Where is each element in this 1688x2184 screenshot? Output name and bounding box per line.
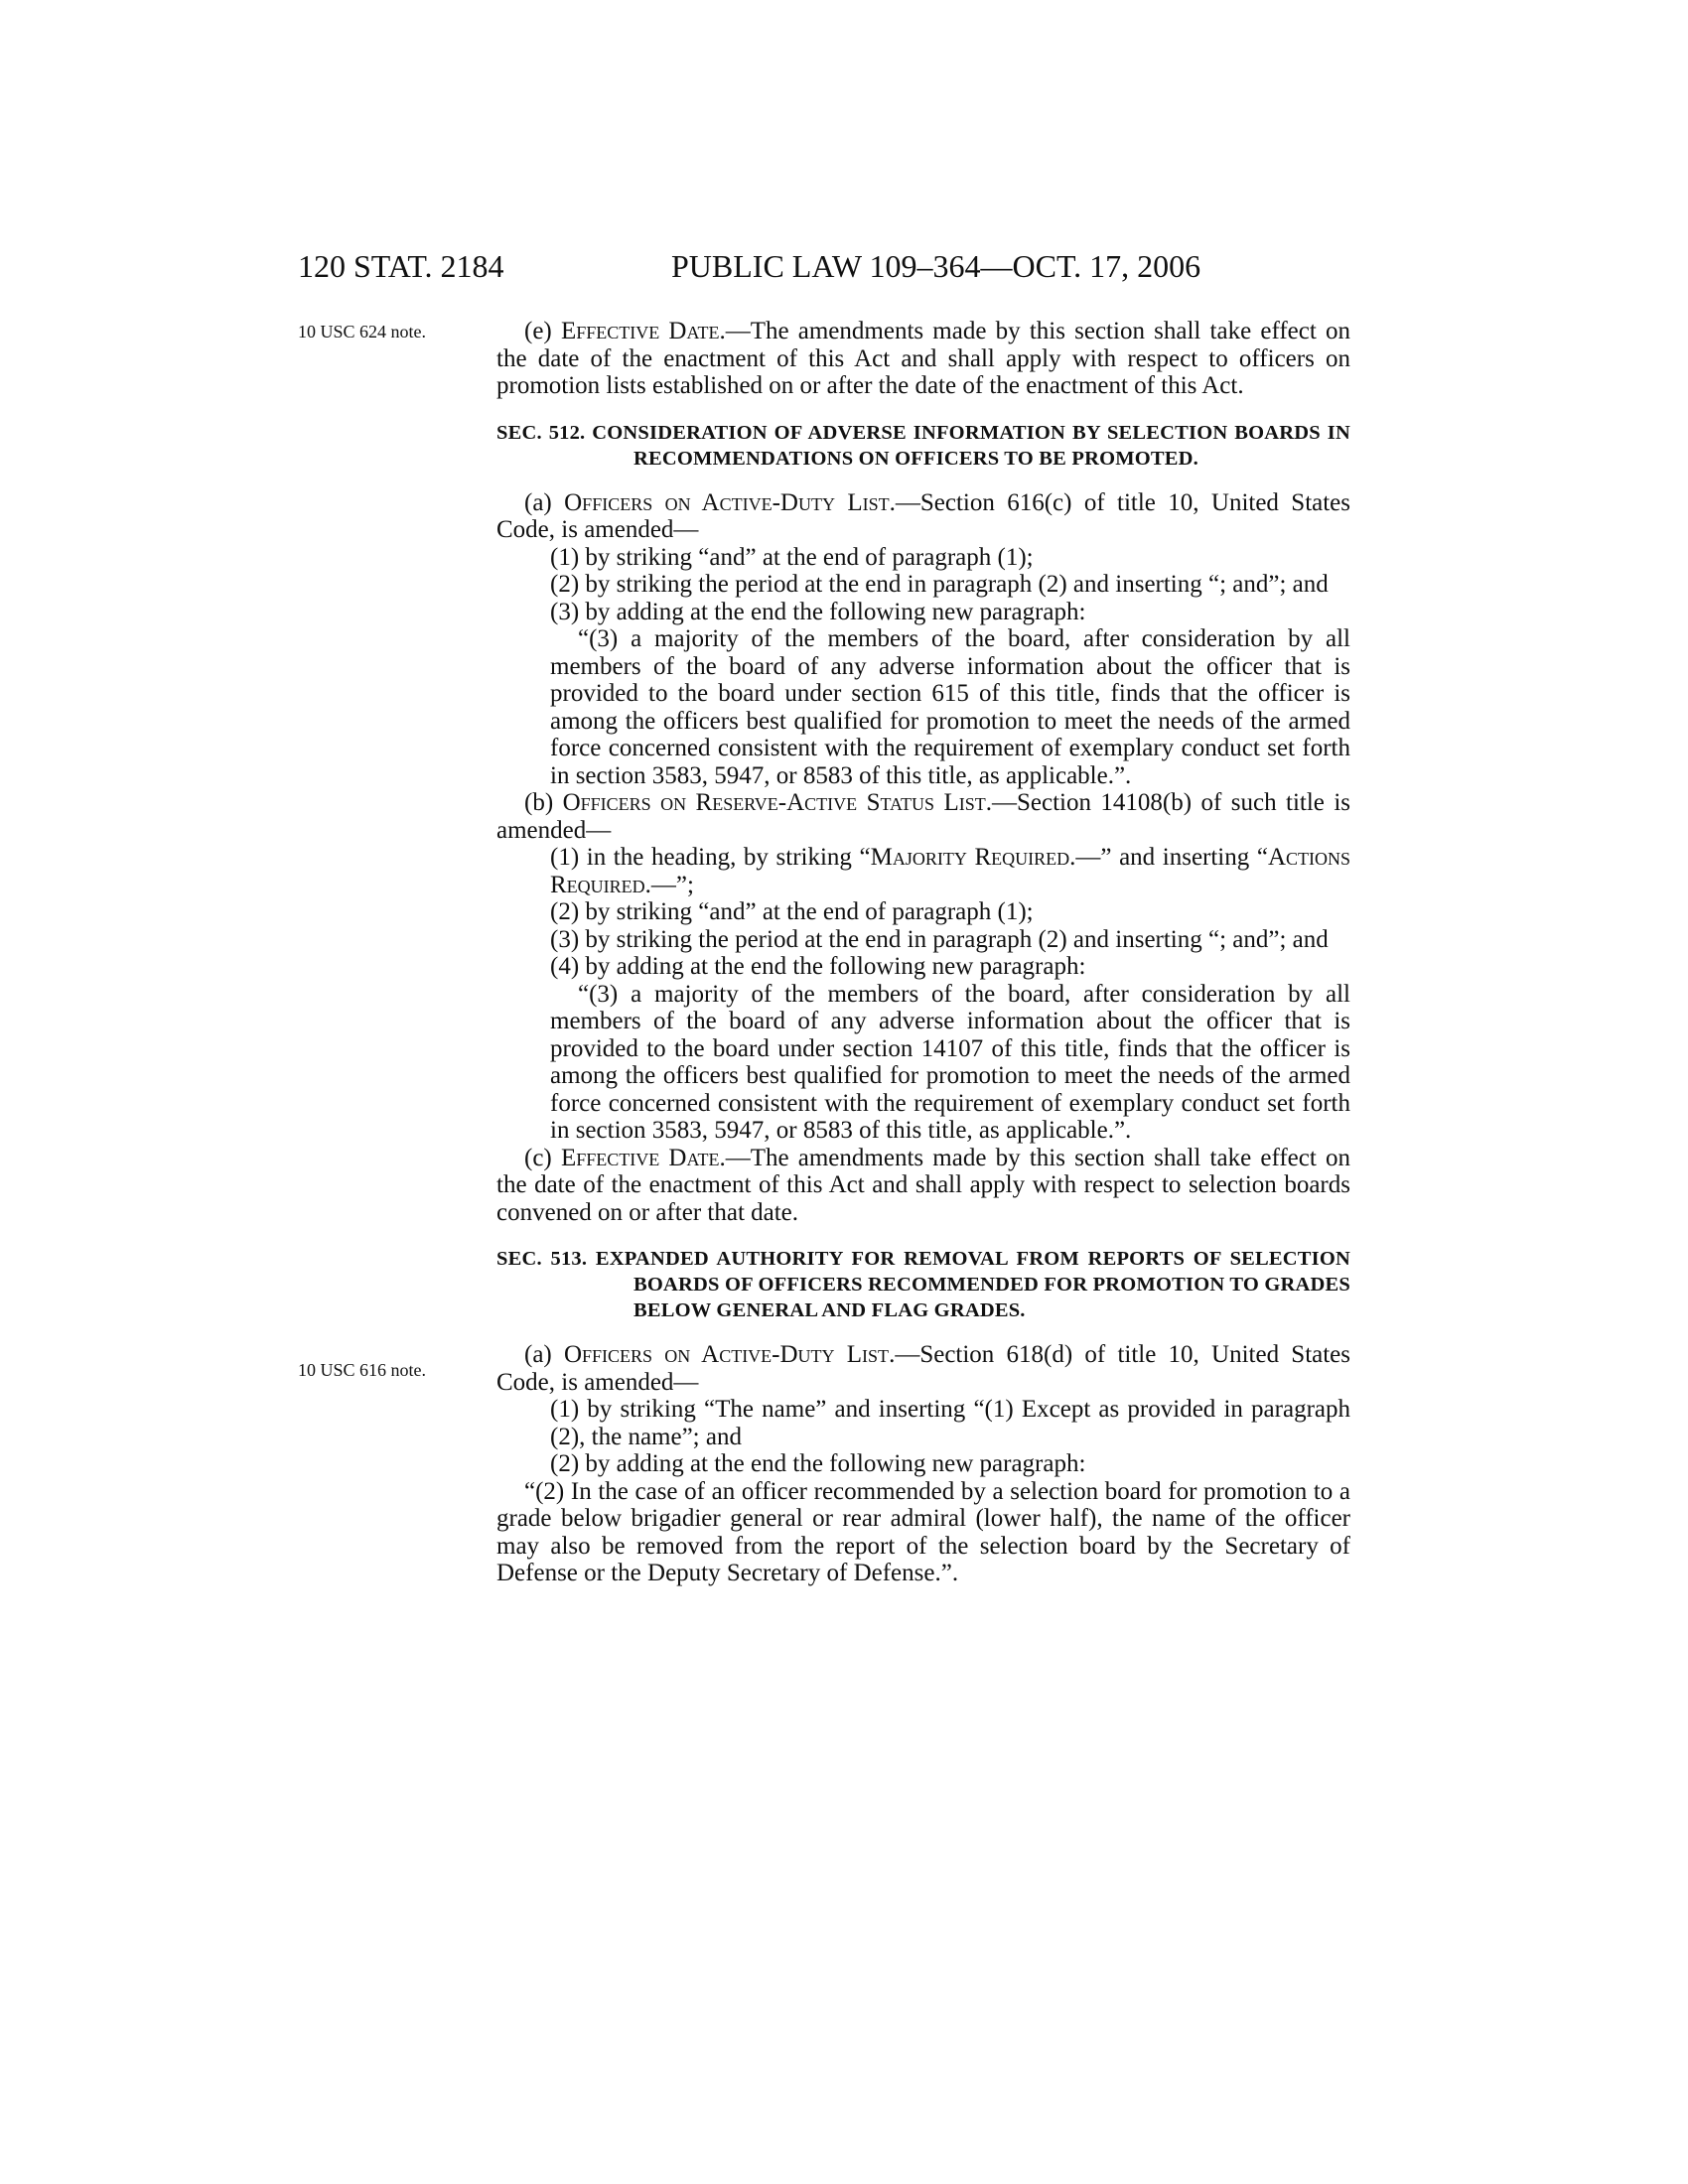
sec513-a-quoted-text: “(2) In the case of an officer recommended by a selection board for promotion to a grade below brigadier general or rear admiral (lower half), the name of the officer may also be removed from the report of the selection board by the Secretary of Defense or the Deputy Secretary of Defense.”.	[496, 1477, 1350, 1586]
sec512-subsection-c: (c) Effective Date.—The amendments made by this section shall take effect on the date of the enactment of this Act and shall apply with respect to selection boards convened on or after that date.	[496, 1144, 1350, 1226]
subsection-heading: Effective Date	[560, 1144, 720, 1171]
sec513-a-paragraph-1: (1) by striking “The name” and inserting “(1) Except as provided in paragraph (2), the name”; and	[550, 1396, 1350, 1450]
public-law-title: PUBLIC LAW 109–364—OCT. 17, 2006	[671, 248, 1201, 284]
subsection-heading: Officers on Reserve-Active Status List	[562, 789, 986, 816]
sec512-subsection-b: (b) Officers on Reserve-Active Status List.—Section 14108(b) of such title is amended—	[496, 789, 1350, 844]
margin-note-624: 10 USC 624 note.	[298, 322, 427, 341]
sec512-a-paragraph-2: (2) by striking the period at the end in paragraph (2) and inserting “; and”; and	[550, 571, 1329, 598]
subsection-heading: Officers on Active-Duty List	[563, 1341, 890, 1368]
sec512-a-paragraph-3: (3) by adding at the end the following new paragraph:	[550, 598, 1086, 625]
section-513-heading: SEC. 513. EXPANDED AUTHORITY FOR REMOVAL FROM REPORTS OF SELECTION BOARDS OF OFFICERS RECOMMENDED FOR PROMOTION TO GRADES BELOW GENERAL AND FLAG GRADES.	[496, 1248, 1350, 1321]
section-512-heading: SEC. 512. CONSIDERATION OF ADVERSE INFORMATION BY SELECTION BOARDS IN RECOMMENDATIONS ON OFFICERS TO BE PROMOTED.	[496, 421, 1350, 470]
sec512-a-quoted-text: “(3) a majority of the members of the board, after consideration by all members of the board of any adverse information about the officer that is provided to the board under section 615 of this title, finds that the officer is among the officers best qualified for promotion to meet the needs of the armed force concerned consistent with the requirement of exemplary conduct set forth in section 3583, 5947, or 8583 of this title, as applicable.”.	[550, 625, 1350, 789]
sec512-subsection-a: (a) Officers on Active-Duty List.—Section 616(c) of title 10, United States Code, is amended—	[496, 488, 1351, 543]
margin-note-616: 10 USC 616 note.	[298, 1360, 427, 1380]
sec511-subsection-e: (e) Effective Date.—The amendments made by this section shall take effect on the date of the enactment of this Act and shall apply with respect to officers on promotion lists established on or after the date of the enactment of this Act.	[496, 318, 1350, 399]
sec513-subsection-a: (a) Officers on Active-Duty List.—Section 618(d) of title 10, United States Code, is amended—	[496, 1341, 1351, 1396]
sec512-b-paragraph-4: (4) by adding at the end the following new paragraph:	[550, 953, 1086, 980]
sec512-b-paragraph-1: (1) in the heading, by striking “Majority Required.—” and inserting “Actions Required.—”;	[550, 844, 1351, 898]
subsection-heading: Officers on Active-Duty List	[564, 488, 890, 516]
sec512-a-paragraph-1: (1) by striking “and” at the end of paragraph (1);	[550, 543, 1034, 571]
sec512-b-paragraph-2: (2) by striking “and” at the end of paragraph (1);	[550, 898, 1034, 925]
sec512-b-paragraph-3: (3) by striking the period at the end in paragraph (2) and inserting “; and”; and	[550, 925, 1329, 953]
page-header	[298, 248, 1291, 288]
sec513-a-paragraph-2: (2) by adding at the end the following new paragraph:	[550, 1450, 1086, 1477]
subsection-heading: Effective Date	[560, 318, 720, 344]
sec512-b-quoted-text: “(3) a majority of the members of the board, after consideration by all members of the board of any adverse information about the officer that is provided to the board under section 14107 of this title, finds that the officer is among the officers best qualified for promotion to meet the needs of the armed force concerned consistent with the requirement of exemplary conduct set forth in section 3583, 5947, or 8583 of this title, as applicable.”.	[550, 980, 1350, 1144]
document-body	[496, 318, 1350, 1587]
statute-page-number: 120 STAT. 2184	[298, 248, 504, 284]
